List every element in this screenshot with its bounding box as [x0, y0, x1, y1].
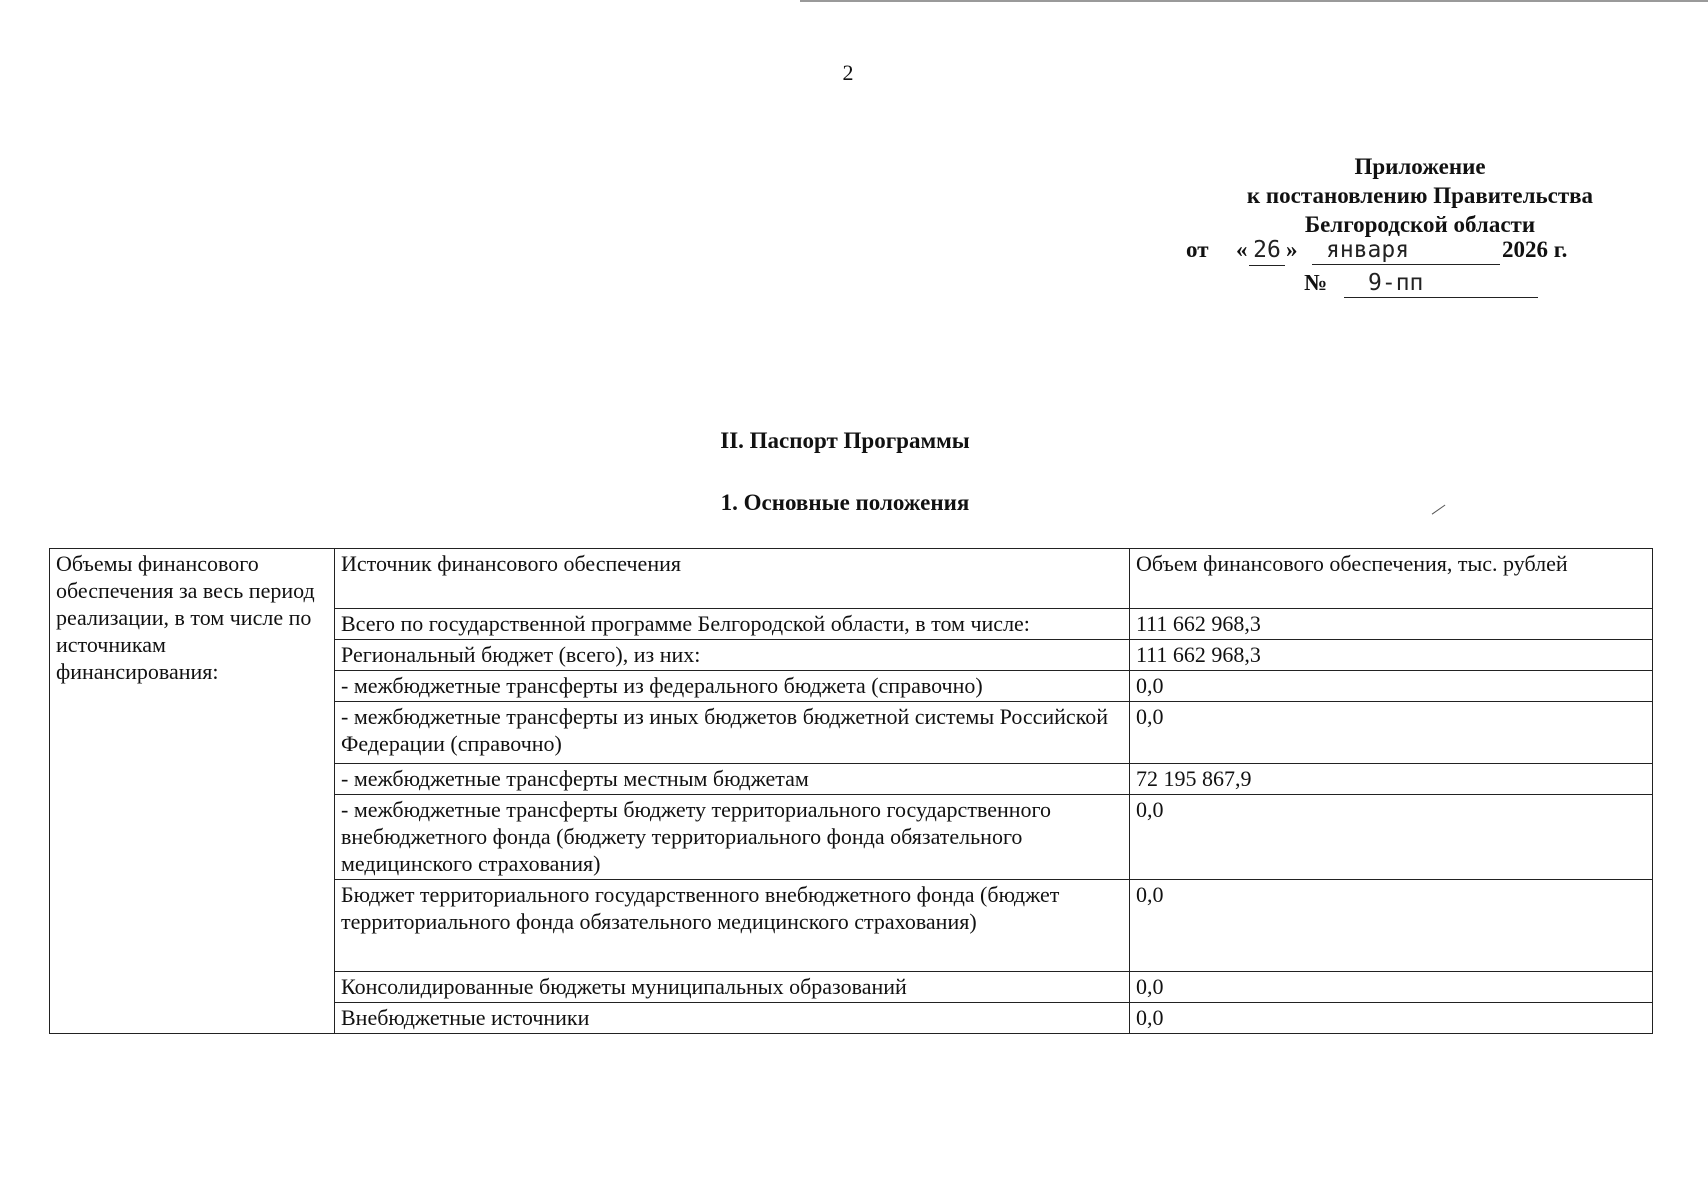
date-prefix: от — [1186, 237, 1209, 262]
date-close-quote: » — [1286, 237, 1298, 262]
date-month: января — [1312, 237, 1500, 265]
amount-cell: 0,0 — [1130, 880, 1653, 972]
source-cell: - межбюджетные трансферты местным бюджетам — [335, 764, 1130, 795]
appendix-region: Белгородской области — [1304, 212, 1536, 237]
column-header-amount: Объем финансового обеспечения, тыс. рублей — [1130, 549, 1653, 609]
amount-cell: 0,0 — [1130, 972, 1653, 1003]
date-year: 2026 г. — [1502, 237, 1568, 262]
amount-cell: 0,0 — [1130, 795, 1653, 880]
top-scan-rule — [800, 0, 1708, 2]
source-cell: Внебюджетные источники — [335, 1003, 1130, 1034]
source-cell: Консолидированные бюджеты муниципальных образований — [335, 972, 1130, 1003]
financing-table — [49, 548, 1653, 1034]
amount-cell: 0,0 — [1130, 702, 1653, 764]
amount-cell: 0,0 — [1130, 1003, 1653, 1034]
amount-cell: 72 195 867,9 — [1130, 764, 1653, 795]
date-open-quote: « — [1236, 237, 1248, 262]
section-title: II. Паспорт Программы — [720, 428, 970, 453]
number-prefix: № — [1304, 270, 1328, 295]
source-cell: - межбюджетные трансферты из иных бюджетов бюджетной системы Российской Федерации (справочно) — [335, 702, 1130, 764]
table-header-row — [50, 549, 1653, 609]
appendix-reference: к постановлению Правительства — [1246, 183, 1594, 208]
appendix-title: Приложение — [1354, 154, 1486, 179]
date-day: 26 — [1249, 237, 1285, 266]
number-value: 9-пп — [1344, 270, 1538, 298]
amount-cell: 0,0 — [1130, 671, 1653, 702]
amount-cell: 111 662 968,3 — [1130, 640, 1653, 671]
source-cell: Бюджет территориального государственного внебюджетного фонда (бюджет территориального фонда обязательного медицинского страхования) — [335, 880, 1130, 972]
source-cell: Всего по государственной программе Белгородской области, в том числе: — [335, 609, 1130, 640]
appendix-header — [1200, 152, 1640, 239]
source-cell: - межбюджетные трансферты из федерального бюджета (справочно) — [335, 671, 1130, 702]
row-label-cell: Объемы финансового обеспечения за весь период реализации, в том числе по источникам финансирования: — [50, 549, 335, 1034]
source-cell: - межбюджетные трансферты бюджету территориального государственного внебюджетного фонда (бюджету территориального фонда обязательного медицинского страхования) — [335, 795, 1130, 880]
page-number: 2 — [842, 60, 854, 85]
column-header-source: Источник финансового обеспечения — [335, 549, 1130, 609]
source-cell: Региональный бюджет (всего), из них: — [335, 640, 1130, 671]
subsection-title: 1. Основные положения — [720, 490, 970, 515]
amount-cell: 111 662 968,3 — [1130, 609, 1653, 640]
